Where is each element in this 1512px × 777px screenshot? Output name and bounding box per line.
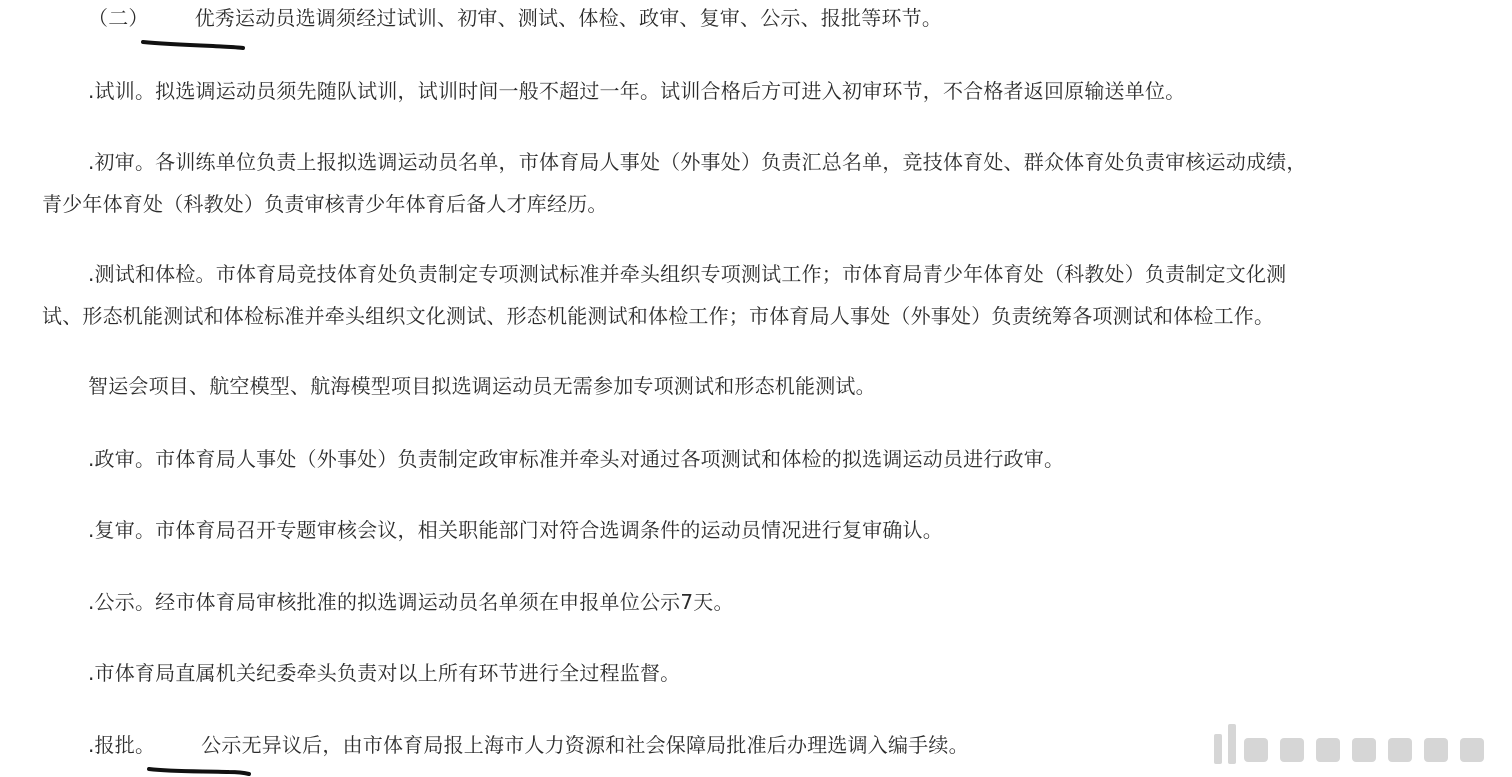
supervision-paragraph: .市体育局直属机关纪委牵头负责对以上所有环节进行全过程监督。 bbox=[88, 661, 681, 685]
exempt-paragraph: 智运会项目、航空模型、航海模型项目拟选调运动员无需参加专项测试和形态机能测试。 bbox=[88, 374, 876, 398]
watermark-mark bbox=[1196, 712, 1496, 772]
heading-prefix: （二） bbox=[88, 6, 149, 30]
handwritten-underline bbox=[143, 38, 243, 50]
political-paragraph: .政审。市体育局人事处（外事处）负责制定政审标准并牵头对通过各项测试和体检的拟选调运动员进行政审。 bbox=[88, 447, 1065, 471]
heading-highlight-text: 优秀运动员选调须经过试训、初审、测试、体检、政审、复审、公示、报批等环节 bbox=[194, 6, 922, 30]
trial-paragraph: .试训。拟选调运动员须先随队试训，试训时间一般不超过一年。试训合格后方可进入初审环节，不合格者返回原输送单位。 bbox=[88, 79, 1186, 103]
approval-highlight bbox=[155, 724, 969, 767]
approval-prefix: .报批。 bbox=[88, 733, 156, 757]
heading-highlight bbox=[149, 0, 942, 40]
approval-suffix: 。 bbox=[948, 733, 969, 757]
initial-review-line-2: 青少年体育处（科教处）负责审核青少年体育后备人才库经历。 bbox=[42, 192, 608, 216]
heading-suffix: 。 bbox=[921, 6, 943, 30]
re-review-paragraph: .复审。市体育局召开专题审核会议，相关职能部门对符合选调条件的运动员情况进行复审确认。 bbox=[88, 518, 943, 542]
heading-paragraph bbox=[42, 0, 1442, 40]
publicity-paragraph: .公示。经市体育局审核批准的拟选调运动员名单须在申报单位公示7天。 bbox=[88, 590, 734, 614]
handwritten-underline bbox=[149, 765, 249, 777]
test-line-1: .测试和体检。市体育局竞技体育处负责制定专项测试标准并牵头组织专项测试工作；市体育局青少年体育处（科教处）负责制定文化测 bbox=[88, 262, 1287, 286]
initial-review-line-1: .初审。各训练单位负责上报拟选调运动员名单，市体育局人事处（外事处）负责汇总名单，竞技体育处、群众体育处负责审核运动成绩， bbox=[88, 150, 1307, 174]
test-line-2: 试、形态机能测试和体检标准并牵头组织文化测试、形态机能测试和体检工作；市体育局人事处（外事处）负责统筹各项测试和体检工作。 bbox=[42, 304, 1275, 328]
approval-highlight-text: 公示无异议后，由市体育局报上海市人力资源和社会保障局批准后办理选调入编手续 bbox=[201, 733, 949, 757]
